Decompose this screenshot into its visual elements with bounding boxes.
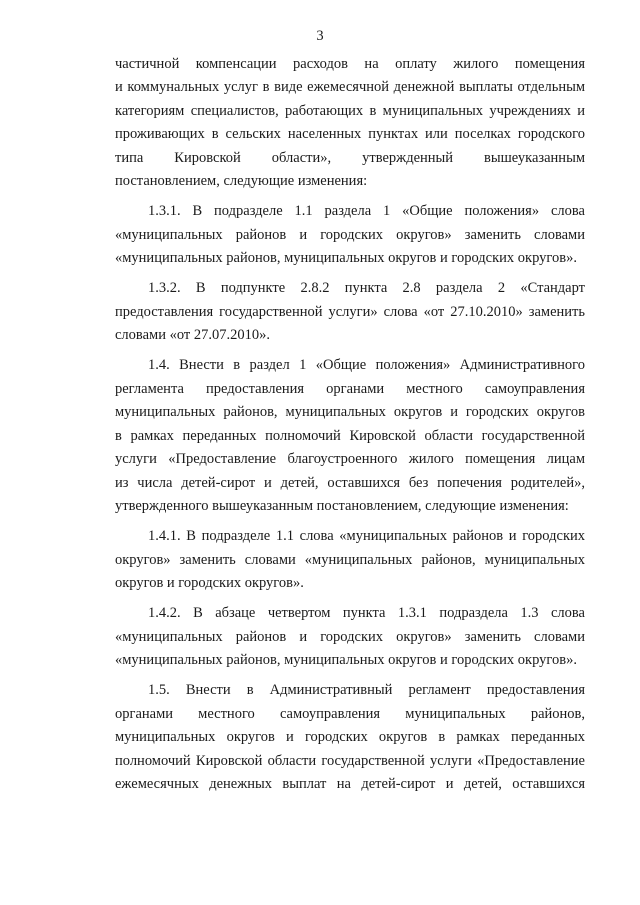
text-line: утвержденного вышеуказанным постановлением, следующие изменения: (115, 498, 569, 514)
page-number: 3 (316, 28, 324, 44)
text-line: округов» заменить словами «муниципальных районов, муниципальных (115, 552, 585, 568)
text-line: предоставления государственной услуги» слова «от 27.10.2010» заменить (115, 304, 585, 320)
text-line: категориям специалистов, работающих в муниципальных учреждениях и (115, 103, 585, 119)
text-line: словами «от 27.07.2010». (115, 327, 270, 343)
text-line: 1.4.2. В абзаце четвертом пункта 1.3.1 подраздела 1.3 слова (148, 605, 585, 621)
text-line: муниципальных районов, муниципальных округов и городских округов (115, 404, 585, 420)
text-line: 1.3.2. В подпункте 2.8.2 пункта 2.8 раздела 2 «Стандарт (148, 280, 585, 296)
text-line: 1.4. Внести в раздел 1 «Общие положения» Административного (148, 357, 585, 373)
text-line: «муниципальных районов и городских округов» заменить словами (115, 227, 585, 243)
text-line: «муниципальных районов, муниципальных округов и городских округов». (115, 250, 577, 266)
text-line: ежемесячных денежных выплат на детей-сирот и детей, оставшихся (115, 776, 585, 792)
text-line: «муниципальных районов и городских округов» заменить словами (115, 629, 585, 645)
text-line: частичной компенсации расходов на оплату жилого помещения (115, 56, 585, 72)
text-line: постановлением, следующие изменения: (115, 173, 368, 189)
text-line: услуги «Предоставление благоустроенного жилого помещения лицам (115, 451, 585, 467)
text-line: округов и городских округов». (115, 575, 304, 591)
text-line: 1.5. Внести в Административный регламент предоставления (148, 682, 585, 698)
text-line: из числа детей-сирот и детей, оставшихся без попечения родителей», (115, 475, 585, 491)
text-line: и коммунальных услуг в виде ежемесячной денежной выплаты отдельным (115, 79, 585, 95)
text-line: в рамках переданных полномочий Кировской области государственной (115, 428, 585, 444)
text-line: «муниципальных районов, муниципальных округов и городских округов». (115, 652, 577, 668)
text-line: 1.3.1. В подразделе 1.1 раздела 1 «Общие положения» слова (148, 203, 585, 219)
text-line: типа Кировской области», утвержденный вышеуказанным (115, 150, 585, 166)
text-line: проживающих в сельских населенных пунктах или поселках городского (115, 126, 585, 142)
text-line: регламента предоставления органами местного самоуправления (115, 381, 585, 397)
text-line: муниципальных округов и городских округов в рамках переданных (115, 729, 585, 745)
text-line: 1.4.1. В подразделе 1.1 слова «муниципальных районов и городских (148, 528, 585, 544)
text-line: органами местного самоуправления муниципальных районов, (115, 706, 585, 722)
text-line: полномочий Кировской области государственной услуги «Предоставление (115, 753, 585, 769)
